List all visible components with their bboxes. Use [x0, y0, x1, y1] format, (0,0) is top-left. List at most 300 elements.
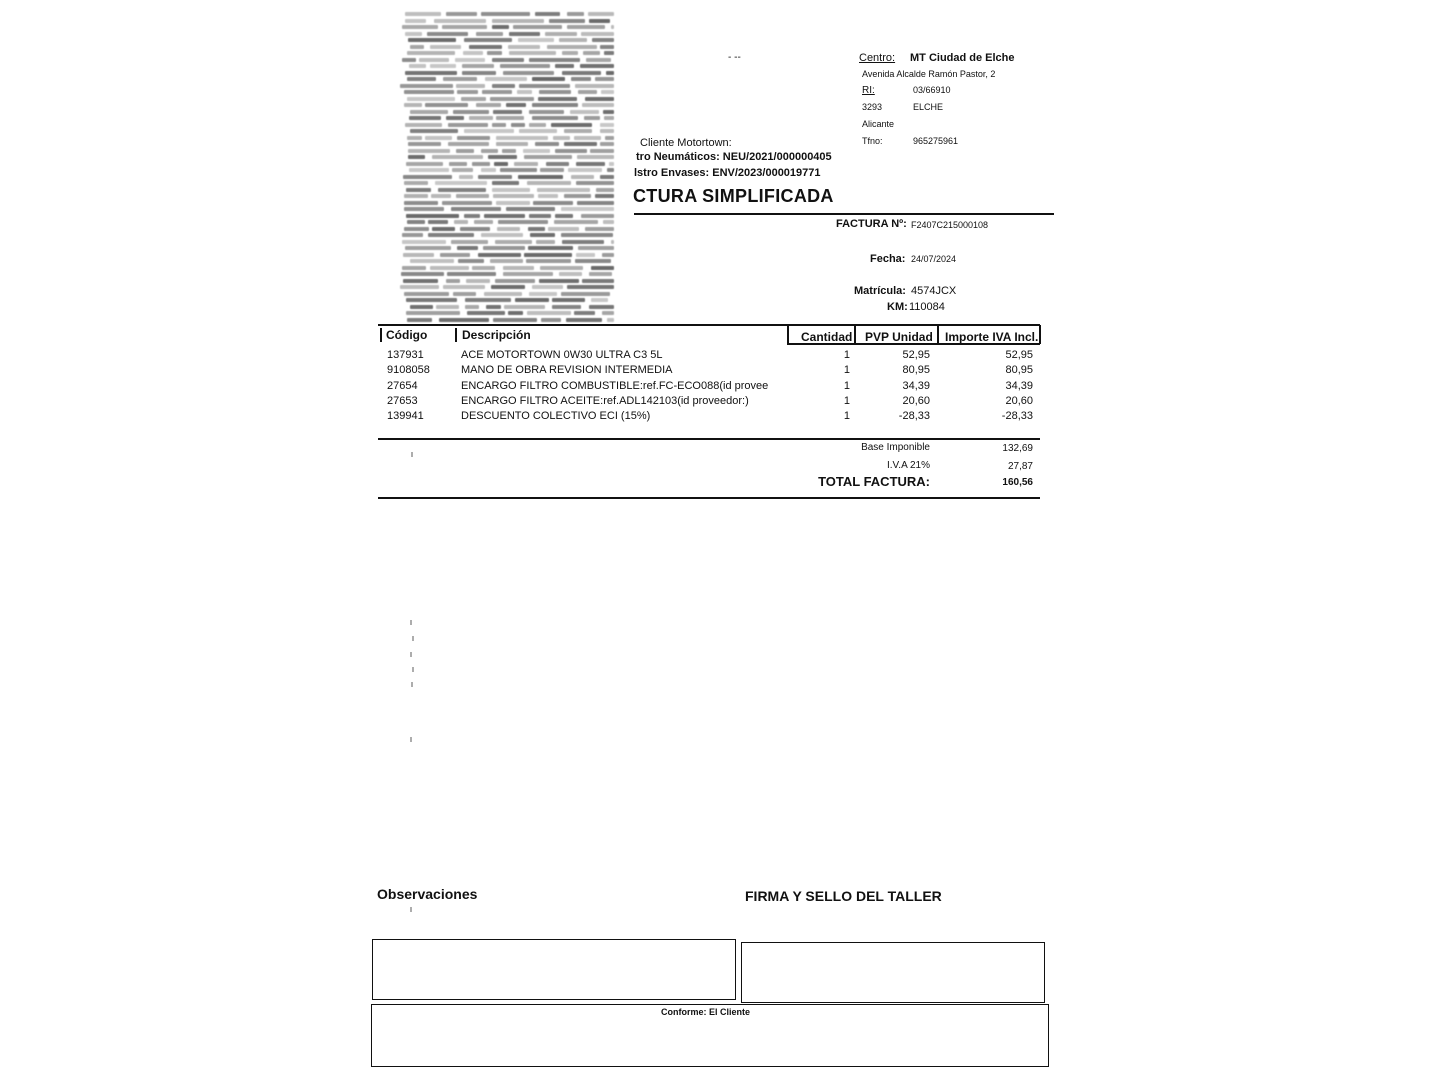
- redacted-line: [464, 38, 512, 42]
- redacted-line: [606, 71, 614, 75]
- redacted-line: [464, 129, 515, 133]
- redacted-line: [540, 168, 564, 172]
- tfno-label: Tfno:: [862, 136, 883, 146]
- redacted-line: [576, 181, 614, 185]
- redacted-line: [581, 214, 614, 218]
- redacted-line: [539, 279, 579, 283]
- redacted-line: [496, 136, 548, 140]
- redacted-line: [448, 142, 489, 146]
- redacted-line: [541, 318, 561, 322]
- factura-label: FACTURA Nº:: [836, 218, 907, 230]
- redacted-line: [545, 32, 577, 36]
- redacted-line: [407, 318, 431, 322]
- redacted-line: [439, 318, 490, 322]
- redacted-line: [503, 272, 554, 276]
- redacted-line: [575, 84, 614, 88]
- redacted-line: [430, 45, 462, 49]
- redacted-line: [574, 311, 595, 315]
- ri-label: RI:: [862, 85, 875, 96]
- redacted-line: [432, 155, 483, 159]
- redacted-line: [402, 25, 438, 29]
- scan-speck: [410, 907, 412, 912]
- redacted-line: [498, 220, 548, 224]
- redacted-line: [494, 162, 508, 166]
- redacted-line: [435, 181, 487, 185]
- redacted-line: [496, 201, 529, 205]
- redacted-line: [476, 32, 503, 36]
- row-codigo: 9108058: [387, 364, 430, 376]
- redacted-line: [508, 45, 541, 49]
- redacted-line: [564, 142, 596, 146]
- redacted-line: [472, 266, 495, 270]
- redacted-line: [611, 240, 614, 244]
- redacted-line: [472, 162, 490, 166]
- redacted-line: [474, 220, 493, 224]
- redacted-line: [453, 292, 476, 296]
- scan-speck: [410, 652, 412, 657]
- redacted-line: [403, 253, 435, 257]
- redacted-line: [451, 240, 488, 244]
- redacted-line: [465, 298, 511, 302]
- redacted-line: [400, 285, 438, 289]
- row-codigo: 27654: [387, 380, 418, 392]
- redacted-line: [530, 233, 555, 237]
- redacted-line: [609, 162, 614, 166]
- centro-cp: 3293: [862, 102, 883, 112]
- redacted-line: [514, 162, 538, 166]
- redacted-line: [529, 58, 580, 62]
- row-descripcion: MANO DE OBRA REVISION INTERMEDIA: [461, 364, 673, 376]
- redacted-line: [428, 233, 474, 237]
- redacted-line: [446, 12, 478, 16]
- redacted-line: [546, 162, 570, 166]
- redacted-line: [440, 253, 470, 257]
- redacted-line: [495, 240, 532, 244]
- redacted-line: [566, 318, 602, 322]
- redacted-line: [410, 129, 458, 133]
- redacted-line: [405, 32, 423, 36]
- redacted-line: [519, 84, 569, 88]
- total-factura-label: TOTAL FACTURA:: [818, 474, 930, 489]
- redacted-line: [582, 279, 614, 283]
- redacted-line: [461, 97, 486, 101]
- redacted-line: [405, 19, 426, 23]
- redacted-line: [492, 123, 506, 127]
- redacted-line: [457, 246, 478, 250]
- redacted-line: [401, 272, 443, 276]
- redacted-line: [582, 103, 614, 107]
- row-codigo: 139941: [387, 410, 424, 422]
- redacted-line: [419, 58, 449, 62]
- redacted-line: [559, 38, 587, 42]
- scan-speck: [412, 667, 414, 672]
- redacted-line: [402, 266, 426, 270]
- redacted-line: [506, 207, 555, 211]
- redacted-line: [457, 90, 478, 94]
- redacted-line: [469, 116, 493, 120]
- redacted-line: [561, 207, 614, 211]
- redacted-line: [481, 233, 523, 237]
- redacted-line: [515, 298, 549, 302]
- redacted-line: [402, 58, 416, 62]
- redacted-line: [500, 168, 537, 172]
- redacted-line: [584, 116, 600, 120]
- redacted-line: [551, 123, 592, 127]
- redacted-line: [493, 194, 534, 198]
- observaciones-label: Observaciones: [377, 886, 478, 902]
- redacted-line: [503, 266, 535, 270]
- redacted-line: [591, 266, 614, 270]
- matricula-label: Matrícula:: [854, 285, 906, 297]
- redacted-line: [476, 103, 501, 107]
- registro-envases: lstro Envases: ENV/2023/000019771: [634, 167, 821, 179]
- redacted-line: [540, 266, 583, 270]
- redacted-line: [404, 201, 438, 205]
- redacted-line: [519, 129, 558, 133]
- centro-address: Avenida Alcalde Ramón Pastor, 2: [862, 69, 996, 79]
- base-imponible-value: 132,69: [1002, 443, 1033, 454]
- factura-value: F2407C215000108: [911, 220, 989, 230]
- totals-bottom-rule: [378, 497, 1040, 499]
- redacted-line: [589, 19, 610, 23]
- col-header-importe: Importe IVA Incl.: [945, 330, 1039, 344]
- redacted-line: [407, 97, 455, 101]
- redacted-line: [535, 12, 560, 16]
- redacted-line: [492, 188, 530, 192]
- redacted-line: [562, 51, 578, 55]
- redacted-line: [407, 220, 425, 224]
- redacted-line: [537, 188, 591, 192]
- redacted-line: [443, 285, 485, 289]
- redacted-line: [532, 77, 565, 81]
- redacted-line: [492, 84, 515, 88]
- total-factura-value: 160,56: [1002, 477, 1033, 488]
- redacted-line: [553, 136, 570, 140]
- redacted-line: [600, 123, 614, 127]
- redacted-line: [487, 51, 502, 55]
- redacted-line: [588, 12, 614, 16]
- redacted-line: [462, 64, 494, 68]
- col-divider: [937, 325, 939, 344]
- redacted-line: [548, 227, 579, 231]
- redacted-line: [484, 292, 522, 296]
- redacted-line: [456, 84, 486, 88]
- redacted-line: [589, 305, 614, 309]
- redacted-line: [485, 77, 528, 81]
- redacted-line: [580, 64, 614, 68]
- redacted-line: [408, 155, 425, 159]
- redacted-line: [570, 110, 599, 114]
- redacted-line: [577, 201, 614, 205]
- row-cantidad: 1: [843, 364, 850, 376]
- redacted-line: [481, 168, 496, 172]
- redacted-line: [408, 142, 440, 146]
- redacted-line: [427, 32, 468, 36]
- redacted-line: [595, 194, 614, 198]
- redacted-line: [561, 233, 614, 237]
- redacted-line: [400, 84, 452, 88]
- cliente-label: Cliente Motortown:: [640, 137, 732, 149]
- scan-speck: [411, 682, 413, 687]
- redacted-line: [576, 253, 595, 257]
- redacted-line: [604, 116, 614, 120]
- redacted-line: [456, 194, 490, 198]
- redacted-line: [467, 311, 504, 315]
- conforme-label: Conforme: El Cliente: [661, 1007, 751, 1017]
- row-descripcion: ACE MOTORTOWN 0W30 ULTRA C3 5L: [461, 349, 663, 361]
- row-pvp: -28,33: [898, 410, 930, 422]
- redacted-line: [493, 318, 537, 322]
- redacted-line: [524, 155, 573, 159]
- redacted-line: [538, 97, 577, 101]
- redacted-line: [577, 155, 614, 159]
- redacted-line: [532, 285, 563, 289]
- row-codigo: 137931: [387, 349, 424, 361]
- redacted-line: [518, 38, 554, 42]
- redacted-line: [538, 194, 558, 198]
- redacted-line: [527, 181, 571, 185]
- redacted-line: [407, 51, 456, 55]
- row-descripcion: ENCARGO FILTRO ACEITE:ref.ADL142103(id proveedor:): [461, 395, 749, 407]
- redacted-line: [488, 155, 517, 159]
- header-dash: - --: [728, 52, 741, 63]
- redacted-line: [607, 168, 614, 172]
- redacted-line: [446, 279, 460, 283]
- redacted-line: [564, 194, 591, 198]
- redacted-line: [406, 162, 444, 166]
- redacted-line: [492, 58, 524, 62]
- redacted-line: [504, 305, 545, 309]
- redacted-line: [464, 214, 480, 218]
- col-divider: [787, 325, 789, 344]
- redacted-line: [465, 305, 479, 309]
- redacted-line: [600, 45, 614, 49]
- redacted-line: [529, 214, 551, 218]
- redacted-line: [409, 168, 449, 172]
- redacted-line: [409, 64, 426, 68]
- redacted-line: [555, 64, 574, 68]
- col-header-descripcion: Descripción: [462, 328, 531, 342]
- redacted-line: [448, 123, 488, 127]
- col-header-codigo: Código: [386, 328, 428, 342]
- centro-label: Centro:: [859, 52, 896, 64]
- fecha-value: 24/07/2024: [911, 254, 957, 264]
- redacted-line: [596, 188, 614, 192]
- redacted-line: [436, 305, 459, 309]
- redacted-line: [496, 142, 529, 146]
- redacted-line: [431, 194, 451, 198]
- redacted-line: [492, 181, 519, 185]
- row-importe: 80,95: [1005, 364, 1033, 376]
- redacted-line: [481, 149, 498, 153]
- redacted-line: [409, 116, 441, 120]
- redacted-line: [601, 90, 614, 94]
- redacted-line: [451, 207, 501, 211]
- redacted-line: [502, 149, 516, 153]
- redacted-line: [491, 285, 525, 289]
- redacted-line: [410, 110, 448, 114]
- row-cantidad: 1: [843, 349, 850, 361]
- redacted-line: [535, 142, 559, 146]
- redacted-line: [600, 142, 614, 146]
- redacted-line: [524, 253, 571, 257]
- redacted-text-block: [382, 8, 632, 326]
- redacted-line: [503, 71, 554, 75]
- redacted-line: [486, 305, 501, 309]
- redacted-line: [603, 220, 614, 224]
- redacted-line: [407, 77, 437, 81]
- redacted-line: [404, 292, 449, 296]
- redacted-line: [528, 227, 545, 231]
- row-pvp: 20,60: [902, 395, 930, 407]
- redacted-line: [410, 45, 424, 49]
- redacted-line: [567, 25, 605, 29]
- redacted-line: [406, 311, 460, 315]
- redacted-line: [506, 103, 526, 107]
- redacted-line: [404, 227, 429, 231]
- redacted-line: [443, 77, 477, 81]
- redacted-line: [425, 103, 468, 107]
- redacted-line: [404, 207, 444, 211]
- redacted-line: [591, 298, 608, 302]
- redacted-line: [495, 279, 535, 283]
- redacted-line: [527, 311, 571, 315]
- redacted-line: [578, 246, 614, 250]
- redacted-line: [463, 51, 484, 55]
- redacted-line: [453, 110, 489, 114]
- redacted-line: [447, 272, 496, 276]
- centro-name: MT Ciudad de Elche: [910, 52, 1015, 64]
- redacted-line: [562, 71, 601, 75]
- row-cantidad: 1: [843, 395, 850, 407]
- redacted-line: [564, 129, 593, 133]
- redacted-line: [523, 149, 550, 153]
- redacted-line: [481, 12, 530, 16]
- redacted-line: [586, 58, 611, 62]
- col-divider: [854, 325, 856, 344]
- redacted-line: [410, 305, 433, 309]
- redacted-line: [508, 311, 523, 315]
- km-value: 110084: [909, 301, 945, 313]
- conforme-box: [371, 1004, 1049, 1067]
- redacted-line: [456, 149, 474, 153]
- redacted-line: [430, 64, 456, 68]
- redacted-line: [406, 188, 432, 192]
- row-importe: -28,33: [1001, 410, 1033, 422]
- redacted-line: [430, 266, 469, 270]
- redacted-line: [469, 45, 501, 49]
- redacted-line: [595, 77, 614, 81]
- redacted-line: [554, 220, 599, 224]
- redacted-line: [529, 110, 564, 114]
- redacted-line: [611, 25, 614, 29]
- row-codigo: 27653: [387, 395, 418, 407]
- base-imponible-label: Base Imponible: [861, 442, 930, 453]
- redacted-line: [407, 136, 422, 140]
- redacted-line: [583, 51, 600, 55]
- col-header-cantidad: Cantidad: [801, 330, 853, 344]
- redacted-line: [600, 129, 614, 133]
- redacted-line: [511, 123, 525, 127]
- redacted-line: [405, 246, 451, 250]
- row-cantidad: 1: [843, 380, 850, 392]
- redacted-line: [490, 97, 533, 101]
- redacted-line: [408, 38, 456, 42]
- redacted-line: [567, 285, 614, 289]
- redacted-line: [592, 38, 614, 42]
- row-pvp: 34,39: [902, 380, 930, 392]
- redacted-line: [460, 227, 490, 231]
- redacted-line: [425, 136, 452, 140]
- redacted-line: [576, 162, 606, 166]
- redacted-line: [449, 162, 467, 166]
- redacted-line: [405, 123, 442, 127]
- redacted-line: [568, 168, 602, 172]
- redacted-line: [607, 318, 614, 322]
- scan-speck: [411, 452, 413, 457]
- row-descripcion: DESCUENTO COLECTIVO ECI (15%): [461, 410, 651, 422]
- redacted-line: [571, 175, 594, 179]
- redacted-line: [403, 279, 438, 283]
- redacted-line: [404, 103, 421, 107]
- redacted-line: [428, 220, 447, 224]
- col-divider: [1039, 325, 1041, 344]
- redacted-line: [462, 71, 496, 75]
- redacted-line: [555, 149, 587, 153]
- redacted-line: [585, 97, 614, 101]
- iva-value: 27,87: [1007, 461, 1033, 472]
- km-label: KM:: [887, 301, 908, 313]
- redacted-line: [406, 214, 459, 218]
- redacted-line: [539, 90, 571, 94]
- matricula-value: 4574JCX: [911, 285, 957, 297]
- table-top-rule: [378, 324, 1040, 326]
- redacted-line: [549, 19, 585, 23]
- redacted-line: [405, 12, 441, 16]
- redacted-line: [458, 259, 484, 263]
- redacted-line: [559, 272, 582, 276]
- redacted-line: [526, 259, 571, 263]
- row-importe: 20,60: [1005, 395, 1033, 407]
- redacted-line: [578, 90, 596, 94]
- redacted-line: [434, 19, 487, 23]
- redacted-line: [518, 175, 563, 179]
- redacted-line: [482, 90, 512, 94]
- col-divider: [455, 328, 457, 342]
- totals-top-rule: [378, 438, 1040, 440]
- redacted-line: [432, 227, 455, 231]
- centro-province: Alicante: [862, 119, 895, 129]
- redacted-line: [552, 305, 581, 309]
- redacted-line: [483, 246, 525, 250]
- firma-sello-label: FIRMA Y SELLO DEL TALLER: [745, 888, 942, 904]
- redacted-line: [402, 240, 446, 244]
- redacted-line: [571, 77, 591, 81]
- redacted-line: [404, 181, 428, 185]
- col-divider: [380, 328, 382, 342]
- redacted-line: [408, 149, 450, 153]
- redacted-line: [452, 168, 473, 172]
- redacted-line: [403, 175, 452, 179]
- redacted-line: [459, 175, 474, 179]
- redacted-line: [405, 71, 458, 75]
- redacted-line: [404, 194, 428, 198]
- redacted-line: [562, 240, 604, 244]
- redacted-line: [590, 149, 614, 153]
- ri-value: 03/66910: [913, 85, 951, 95]
- redacted-line: [500, 64, 550, 68]
- iva-label: I.V.A 21%: [887, 460, 930, 471]
